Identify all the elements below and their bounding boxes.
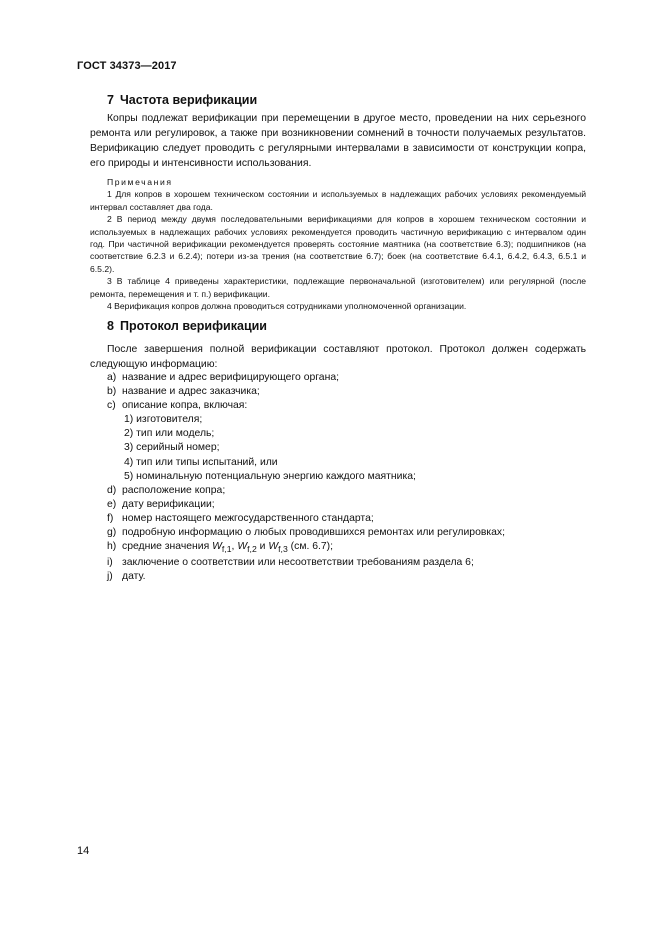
list-item: d) расположение копра; bbox=[107, 484, 226, 496]
note-1: 1 Для копров в хорошем техническом состоянии и используемых в надлежащих рабочих условиях рекомендуемый интервал составляет два года. bbox=[90, 189, 586, 212]
sub-list-item: 3) серийный номер; bbox=[124, 442, 220, 454]
section-number: 8 bbox=[107, 319, 114, 333]
section-8-heading bbox=[107, 319, 267, 333]
note-3: 3 В таблице 4 приведены характеристики, подлежащие первоначальной (изготовителем) или регулярной (после ремонта, перемещения и т. п.) верификации. bbox=[90, 276, 586, 299]
list-item: i) заключение о соответствии или несоответствии требованиям раздела 6; bbox=[107, 557, 474, 569]
sub-list-item: 1) изготовителя; bbox=[124, 414, 203, 426]
section-8-paragraph bbox=[90, 342, 586, 372]
notes-block bbox=[90, 176, 586, 312]
formula-variable: W bbox=[212, 541, 222, 553]
sub-list-item: 2) тип или модель; bbox=[124, 428, 215, 440]
formula-subscript: f,2 bbox=[247, 544, 257, 555]
list-item: c) описание копра, включая: bbox=[107, 400, 248, 412]
sub-list-item: 5) номинальную потенциальную энергию каждого маятника; bbox=[124, 470, 416, 482]
list-item-with-formula: h) средние значения $W_{f,1}$, $W_{f,2}$ и $W_{f,3}$ (см. 6.7); bbox=[107, 541, 334, 555]
notes-title: Примечания bbox=[107, 177, 173, 187]
report-content-list bbox=[107, 371, 505, 584]
list-item: e) дату верификации; bbox=[107, 498, 215, 510]
formula-subscript: f,3 bbox=[278, 544, 288, 555]
page-number: 14 bbox=[77, 845, 90, 857]
note-4: 4 Верификация копров должна проводиться сотрудниками уполномоченной организации. bbox=[107, 301, 467, 312]
paragraph-text: После завершения полной верификации составляют протокол. Протокол должен содержать следующую информацию: bbox=[90, 344, 586, 370]
section-number: 7 bbox=[107, 93, 114, 107]
list-item: b) название и адрес заказчика; bbox=[107, 386, 260, 398]
formula-variable: W bbox=[237, 541, 248, 553]
formula-subscript: f,1 bbox=[221, 544, 232, 555]
list-item: g) подробную информацию о любых проводившихся ремонтах или регулировках; bbox=[107, 527, 506, 539]
section-title: Частота верификации bbox=[119, 93, 258, 107]
section-title: Протокол верификации bbox=[119, 319, 267, 333]
list-item: f) номер настоящего межгосударственного стандарта; bbox=[107, 512, 374, 524]
document-header: ГОСТ 34373—2017 bbox=[77, 60, 177, 72]
paragraph-text: Копры подлежат верификации при перемещении в другое место, проведении на них серьезного ремонта или регулировок, а также при возникновении сомнений в точности получаемых результатов. Верификацию следует проводить с регулярными интервалами в зависимости от конструкции копра, его природы и интенсивности использования. bbox=[90, 113, 586, 169]
list-item: a) название и адрес верифицирующего органа; bbox=[107, 372, 339, 383]
sub-list-item: 4) тип или типы испытаний, или bbox=[124, 456, 278, 468]
section-7-heading bbox=[107, 93, 257, 107]
list-item: j) дату. bbox=[107, 571, 146, 583]
formula-variable: W bbox=[268, 541, 279, 553]
section-7-paragraph bbox=[90, 111, 586, 171]
note-2: 2 В период между двумя последовательными верификациями для копров в хорошем техническом состоянии и используемых в надлежащих рабочих условиях рекомендуется проводить частичную верификацию с интервалом один год. При частичной верификации рекомендуется проверять состояние маятника (на соответствие 6.3); подшипников (на соответствие 6.2.3 и 6.2.4); потери из-за трения (на соответствие 6.7); боек (на соответствие 6.4.1, 6.4.2, 6.4.3, 6.5.1 и 6.5.2). bbox=[90, 214, 586, 274]
